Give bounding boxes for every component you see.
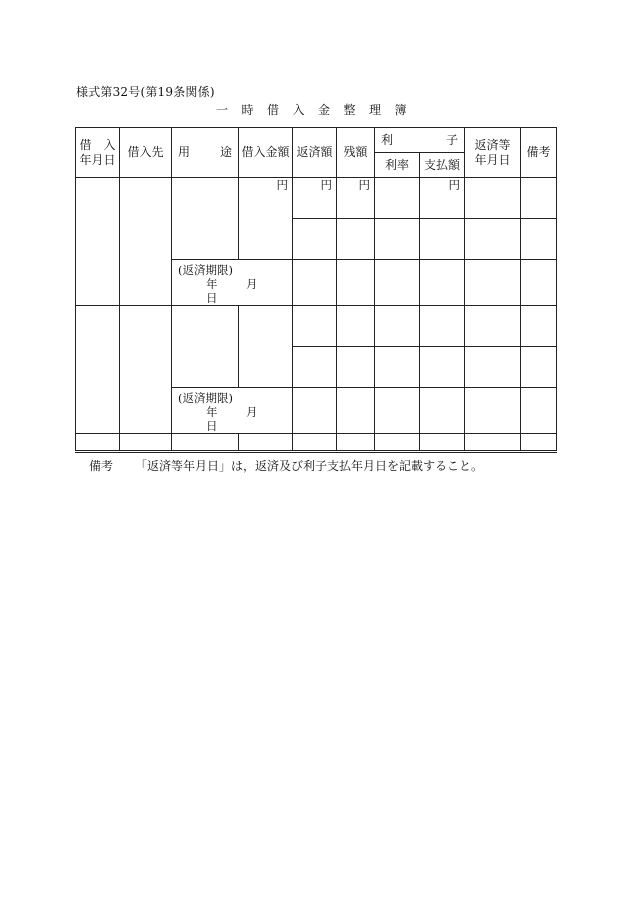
cell-repay-date[interactable] — [465, 219, 521, 260]
cell-rate[interactable] — [375, 219, 420, 260]
header-interest: 利 子 — [375, 128, 465, 153]
header-borrow-date-line2: 年月日 — [79, 152, 116, 167]
cell-paid-interest[interactable] — [420, 219, 465, 260]
cell-repaid[interactable] — [293, 260, 337, 306]
cell-rate[interactable] — [375, 388, 420, 434]
header-borrow-date-line1: 借 入 — [79, 137, 116, 152]
deadline-day-label: 日 — [206, 419, 218, 433]
total-cell-paid-interest[interactable] — [420, 434, 465, 452]
cell-balance[interactable] — [337, 178, 375, 219]
header-usage: 用 途 — [172, 128, 239, 178]
cell-paid-interest[interactable] — [420, 388, 465, 434]
total-cell-repaid[interactable] — [293, 434, 337, 452]
cell-repaid[interactable] — [293, 388, 337, 434]
cell-remarks[interactable] — [521, 219, 557, 260]
total-cell-amount[interactable] — [239, 434, 293, 452]
header-lender: 借入先 — [120, 128, 172, 178]
cell-balance[interactable] — [337, 306, 375, 347]
cell-balance[interactable] — [337, 219, 375, 260]
cell-remarks[interactable] — [521, 306, 557, 347]
total-cell-remarks[interactable] — [521, 434, 557, 452]
deadline-date — [178, 405, 292, 433]
header-amount: 借入金額 — [239, 128, 293, 178]
cell-repay-date[interactable] — [465, 388, 521, 434]
deadline-label: (返済期限) — [178, 263, 233, 277]
total-cell-lender[interactable] — [120, 434, 172, 452]
header-row-1 — [76, 128, 557, 153]
cell-remarks[interactable] — [521, 347, 557, 388]
cell-borrow-date[interactable] — [76, 306, 120, 434]
deadline-month-label: 月 — [246, 277, 258, 291]
header-balance: 残額 — [337, 128, 375, 178]
cell-balance[interactable] — [337, 260, 375, 306]
cell-lender[interactable] — [120, 178, 172, 306]
cell-remarks[interactable] — [521, 178, 557, 219]
cell-repay-date[interactable] — [465, 347, 521, 388]
loan-register-table — [75, 127, 557, 453]
cell-paid-interest[interactable] — [420, 178, 465, 219]
cell-remarks[interactable] — [521, 260, 557, 306]
deadline-year-label: 年 — [206, 277, 218, 291]
cell-rate[interactable] — [375, 260, 420, 306]
entry-2-row-1 — [76, 306, 557, 347]
cell-repaid[interactable] — [293, 306, 337, 347]
deadline-date — [178, 277, 292, 305]
header-rate: 利率 — [375, 153, 420, 178]
cell-balance[interactable] — [337, 347, 375, 388]
header-repay-date — [465, 128, 521, 178]
header-paid-interest: 支払額 — [420, 153, 465, 178]
unit-yen-repaid: 円 — [320, 178, 332, 192]
cell-paid-interest[interactable] — [420, 347, 465, 388]
document-title: 一時借入金整理簿 — [216, 103, 421, 117]
cell-repaid[interactable] — [293, 219, 337, 260]
footnote-text: 「返済等年月日」は，返済及び利子支払年月日を記載すること。 — [135, 459, 484, 473]
cell-paid-interest[interactable] — [420, 306, 465, 347]
cell-usage[interactable] — [172, 178, 239, 260]
cell-repay-date[interactable] — [465, 260, 521, 306]
deadline-day-label: 日 — [206, 291, 218, 305]
deadline-label: (返済期限) — [178, 391, 233, 405]
cell-repayment-deadline[interactable] — [172, 388, 293, 434]
cell-balance[interactable] — [337, 388, 375, 434]
total-cell-borrow-date[interactable] — [76, 434, 120, 452]
entry-1-row-1 — [76, 178, 557, 219]
cell-rate[interactable] — [375, 306, 420, 347]
cell-amount[interactable] — [239, 306, 293, 388]
cell-paid-interest[interactable] — [420, 260, 465, 306]
unit-yen-amount: 円 — [276, 178, 288, 192]
footnote-heading: 備考 — [89, 459, 114, 473]
total-cell-balance[interactable] — [337, 434, 375, 452]
form-number-label: 様式第32号(第19条関係) — [76, 85, 215, 99]
cell-usage[interactable] — [172, 306, 239, 388]
deadline-year-label: 年 — [206, 405, 218, 419]
cell-repayment-deadline[interactable] — [172, 260, 293, 306]
footnote — [89, 457, 483, 474]
cell-rate[interactable] — [375, 178, 420, 219]
cell-repay-date[interactable] — [465, 178, 521, 219]
header-repay-date-line2: 年月日 — [474, 152, 511, 167]
header-repaid: 返済額 — [293, 128, 337, 178]
cell-repay-date[interactable] — [465, 306, 521, 347]
cell-remarks[interactable] — [521, 388, 557, 434]
total-cell-usage[interactable] — [172, 434, 239, 452]
cell-borrow-date[interactable] — [76, 178, 120, 306]
cell-amount[interactable] — [239, 178, 293, 260]
header-repay-date-line1: 返済等 — [474, 137, 511, 152]
total-cell-rate[interactable] — [375, 434, 420, 452]
cell-lender[interactable] — [120, 306, 172, 434]
cell-rate[interactable] — [375, 347, 420, 388]
deadline-month-label: 月 — [246, 405, 258, 419]
cell-repaid[interactable] — [293, 347, 337, 388]
total-cell-repay-date[interactable] — [465, 434, 521, 452]
header-borrow-date — [76, 128, 120, 178]
unit-yen-paid-interest: 円 — [448, 178, 461, 192]
header-remarks: 備考 — [521, 128, 557, 178]
unit-yen-balance: 円 — [358, 178, 370, 192]
cell-repaid[interactable] — [293, 178, 337, 219]
total-row — [76, 434, 557, 452]
